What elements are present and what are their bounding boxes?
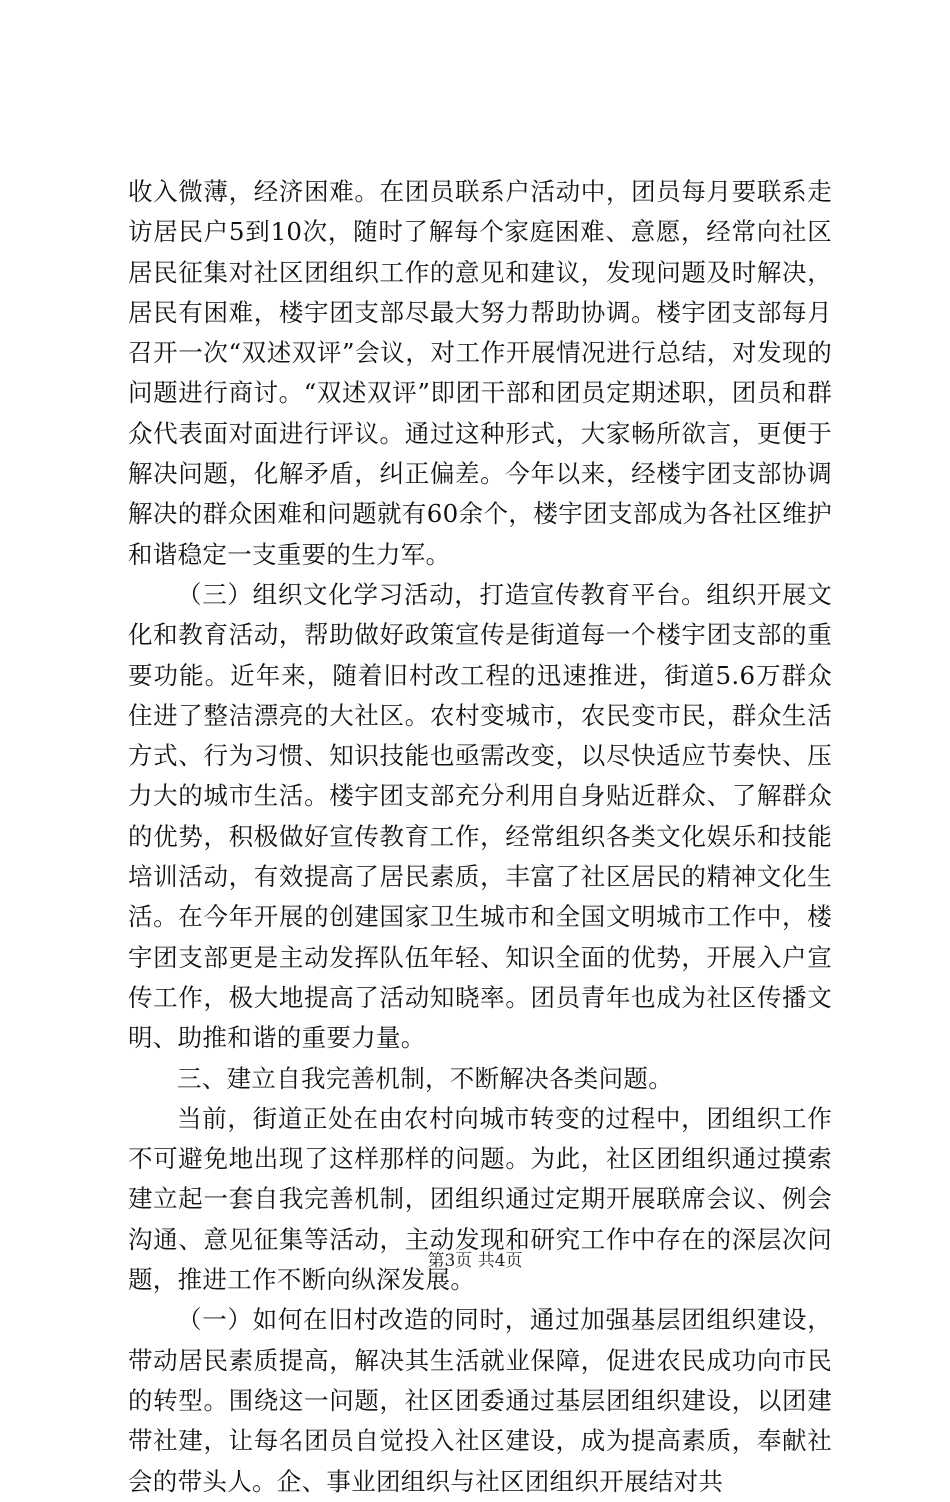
paragraph-continued: 收入微薄，经济困难。在团员联系户活动中，团员每月要联系走访居民户5到10次，随时了解每个家庭困难、意愿，经常向社区居民征集对社区团组织工作的意见和建议，发现问题及时解决，居民有困难，楼宇团支部尽最大努力帮助协调。楼宇团支部每月召开一次“双述双评”会议，对工作开展情况进行总结，对发现的问题进行商讨。“双述双评”即团干部和团员定期述职，团员和群众代表面对面进行评议。通过这种形式，大家畅所欲言，更便于解决问题，化解矛盾，纠正偏差。今年以来，经楼宇团支部协调解决的群众困难和问题就有60余个，楼宇团支部成为各社区维护和谐稳定一支重要的生力军。 [128,177,832,569]
paragraph-section-three-intro: 当前，街道正处在由农村向城市转变的过程中，团组织工作不可避免地出现了这样那样的问题。为此，社区团组织通过摸索建立起一套自我完善机制，团组织通过定期开展联席会议、例会沟通、意见征集等活动，主动发现和研究工作中存在的深层次问题，推进工作不断向纵深发展。 [128,1103,832,1295]
section-heading-three: 三、建立自我完善机制，不断解决各类问题。 [177,1063,673,1093]
document-body [128,172,832,1502]
page-footer: 第3页 共4页 [427,1251,523,1271]
paragraph-section-three-sub-one: （一）如何在旧村改造的同时，通过加强基层团组织建设，带动居民素质提高，解决其生活就业保障，促进农民成功向市民的转型。围绕这一问题，社区团委通过基层团组织建设，以团建带社建，让每名团员自觉投入社区建设，成为提高素质，奉献社会的带头人。企、事业团组织与社区团组织开展结对共 [128,1305,832,1496]
paragraph-section-three-sub-three: （三）组织文化学习活动，打造宣传教育平台。组织开展文化和教育活动，帮助做好政策宣传是街道每一个楼宇团支部的重要功能。近年来，随着旧村改工程的迅速推进，街道5.6万群众住进了整洁漂亮的大社区。农村变城市，农民变市民，群众生活方式、行为习惯、知识技能也亟需改变，以尽快适应节奏快、压力大的城市生活。楼宇团支部充分利用自身贴近群众、了解群众的优势，积极做好宣传教育工作，经常组织各类文化娱乐和技能培训活动，有效提高了居民素质，丰富了社区居民的精神文化生活。在今年开展的创建国家卫生城市和全国文明城市工作中，楼宇团支部更是主动发挥队伍年轻、知识全面的优势，开展入户宣传工作，极大地提高了活动知晓率。团员青年也成为社区传播文明、助推和谐的重要力量。 [128,579,832,1053]
